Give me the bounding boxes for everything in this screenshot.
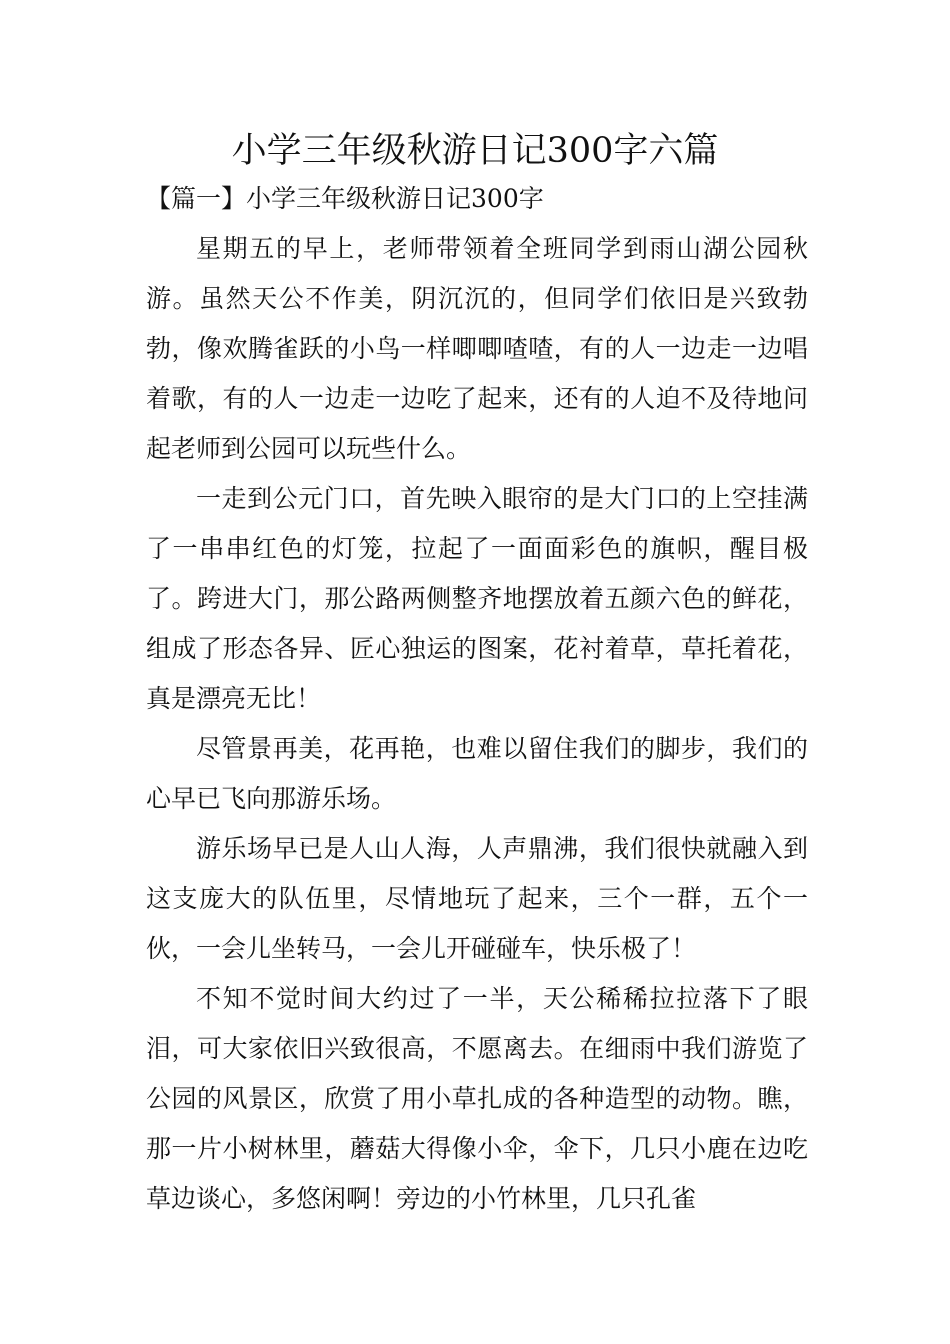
- document-body: [146, 224, 808, 1224]
- section-heading: 【篇一】小学三年级秋游日记300字: [146, 184, 544, 213]
- paragraph: 不知不觉时间大约过了一半，天公稀稀拉拉落下了眼泪，可大家依旧兴致很高，不愿离去。在细雨中我们游览了公园的风景区，欣赏了用小草扎成的各种造型的动物。瞧，那一片小树林里，蘑菇大得像小伞，伞下，几只小鹿在边吃草边谈心，多悠闲啊！旁边的小竹林里，几只孔雀: [146, 984, 808, 1213]
- paragraph: 尽管景再美，花再艳，也难以留住我们的脚步，我们的心早已飞向那游乐场。: [146, 734, 808, 813]
- paragraph: 星期五的早上，老师带领着全班同学到雨山湖公园秋游。虽然天公不作美，阴沉沉的，但同学们依旧是兴致勃勃，像欢腾雀跃的小鸟一样唧唧喳喳，有的人一边走一边唱着歌，有的人一边走一边吃了起来，还有的人迫不及待地问起老师到公园可以玩些什么。: [146, 234, 808, 463]
- paragraph: 一走到公元门口，首先映入眼帘的是大门口的上空挂满了一串串红色的灯笼，拉起了一面面彩色的旗帜，醒目极了。跨进大门，那公路两侧整齐地摆放着五颜六色的鲜花，组成了形态各异、匠心独运的图案，花衬着草，草托着花，真是漂亮无比！: [146, 484, 808, 713]
- paragraph: 游乐场早已是人山人海，人声鼎沸，我们很快就融入到这支庞大的队伍里，尽情地玩了起来，三个一群，五个一伙，一会儿坐转马，一会儿开碰碰车，快乐极了！: [146, 834, 808, 963]
- document-title: 小学三年级秋游日记300字六篇: [231, 131, 719, 171]
